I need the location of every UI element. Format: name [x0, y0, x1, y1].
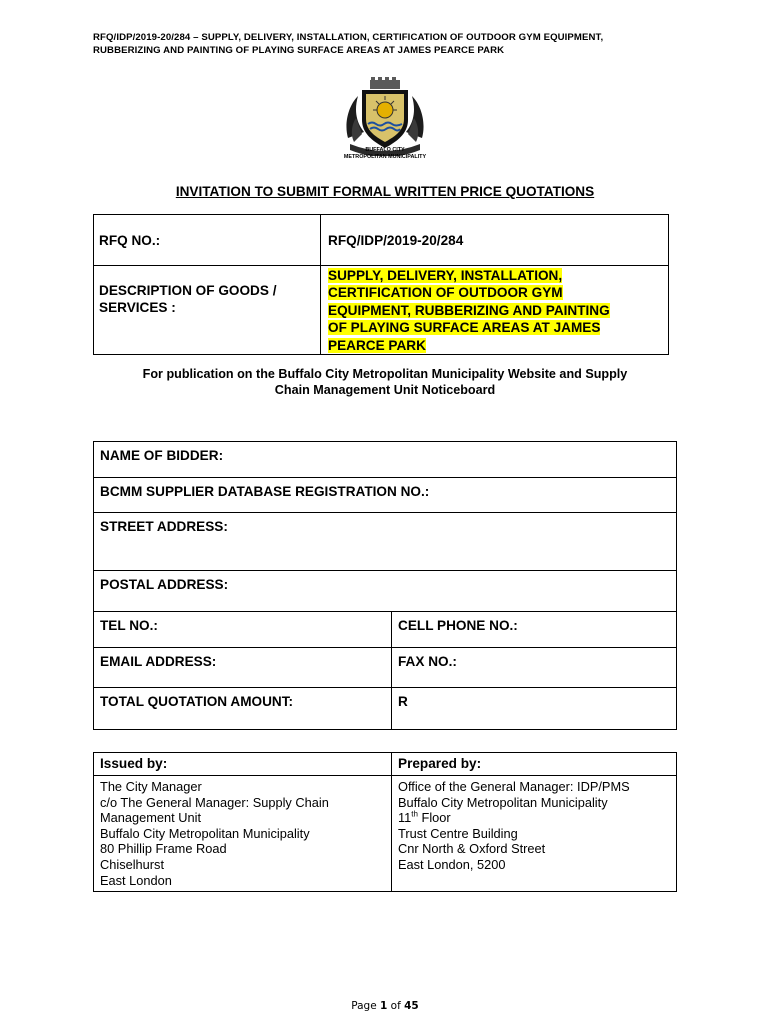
rfq-description-line-4: OF PLAYING SURFACE AREAS AT JAMES	[328, 320, 601, 336]
bidder-name-field[interactable]: NAME OF BIDDER:	[94, 442, 677, 478]
of-label: of	[387, 1000, 405, 1012]
prepared-floor-line	[398, 810, 676, 826]
logo-caption-line-2: METROPOLITAN MUNICIPALITY	[343, 154, 427, 160]
issued-address-line: The City Manager	[100, 779, 202, 794]
postal-address-field[interactable]: POSTAL ADDRESS:	[94, 571, 677, 612]
page-label: Page	[351, 1000, 381, 1012]
issued-address-line: c/o The General Manager: Supply Chain	[100, 794, 329, 810]
issued-address-line: Buffalo City Metropolitan Municipality	[100, 825, 310, 841]
registration-row	[94, 478, 677, 513]
current-page-number: 1	[380, 1000, 388, 1012]
rfq-description-line-3: EQUIPMENT, RUBBERIZING AND PAINTING	[328, 302, 610, 318]
total-quotation-amount-field[interactable]: R	[392, 688, 677, 730]
issued-by-address	[94, 776, 392, 892]
total-quotation-label: TOTAL QUOTATION AMOUNT:	[94, 688, 392, 730]
running-header-line-2: RUBBERIZING AND PAINTING OF PLAYING SURFACE AREAS AT JAMES PEARCE PARK	[93, 45, 505, 56]
publication-notice-line-1: For publication on the Buffalo City Metropolitan Municipality Website and Supply	[142, 367, 628, 381]
email-address-field[interactable]: EMAIL ADDRESS:	[94, 648, 392, 688]
phone-row	[94, 612, 677, 648]
municipal-coat-of-arms-icon	[340, 76, 430, 156]
floor-number: 11	[398, 810, 412, 826]
rfq-description-label-cell	[94, 266, 321, 355]
street-address-field[interactable]: STREET ADDRESS:	[94, 513, 677, 571]
rfq-description-line-1: SUPPLY, DELIVERY, INSTALLATION,	[328, 268, 563, 283]
prepared-address-line: East London, 5200	[398, 856, 506, 872]
registration-number-field[interactable]: BCMM SUPPLIER DATABASE REGISTRATION NO.:	[94, 478, 677, 513]
floor-text: Floor	[417, 810, 451, 826]
rfq-number-value-cell	[321, 215, 669, 266]
fax-number-field[interactable]: FAX NO.:	[392, 648, 677, 688]
bidder-name-row	[94, 442, 677, 478]
prepared-address-line: Buffalo City Metropolitan Municipality	[398, 794, 608, 810]
bidder-details-table	[93, 441, 677, 730]
email-fax-row	[94, 648, 677, 688]
issued-by-label: Issued by:	[94, 753, 392, 776]
rfq-number-value: RFQ/IDP/2019-20/284	[328, 233, 464, 248]
rfq-description-line-2: CERTIFICATION OF OUTDOOR GYM	[328, 285, 563, 301]
tel-number-field[interactable]: TEL NO.:	[94, 612, 392, 648]
street-address-row	[94, 513, 677, 571]
rfq-number-label-cell	[94, 215, 321, 266]
floor-ordinal-suffix: th	[411, 809, 418, 819]
issued-prepared-table	[93, 752, 677, 892]
postal-address-row	[94, 571, 677, 612]
publication-notice-line-2: Chain Management Unit Noticeboard	[274, 383, 496, 397]
rfq-description-label-line-2: SERVICES :	[99, 300, 176, 315]
rfq-number-row	[94, 215, 669, 266]
prepared-address-line: Trust Centre Building	[398, 825, 518, 841]
page-number-footer	[0, 1000, 770, 1012]
issued-address-line: East London	[100, 872, 172, 888]
prepared-address-line: Cnr North & Oxford Street	[398, 841, 546, 857]
rfq-description-line-5: PEARCE PARK	[328, 337, 426, 353]
total-quotation-row	[94, 688, 677, 730]
issued-address-line: 80 Phillip Frame Road	[100, 841, 227, 857]
prepared-by-label: Prepared by:	[392, 753, 677, 776]
issued-address-row	[94, 776, 677, 892]
issued-header-row	[94, 753, 677, 776]
rfq-description-label-line-1: DESCRIPTION OF GOODS /	[99, 283, 277, 298]
prepared-by-address	[392, 776, 677, 892]
issued-address-line: Management Unit	[100, 810, 202, 826]
cell-phone-field[interactable]: CELL PHONE NO.:	[392, 612, 677, 648]
total-pages-number: 45	[404, 1000, 419, 1012]
page-title: INVITATION TO SUBMIT FORMAL WRITTEN PRICE QUOTATIONS	[175, 184, 595, 199]
rfq-number-label: RFQ NO.:	[99, 233, 161, 248]
logo-caption-line-1: BUFFALO CITY	[365, 147, 405, 153]
publication-notice	[93, 366, 677, 398]
rfq-description-value-cell	[321, 266, 669, 355]
prepared-address-line: Office of the General Manager: IDP/PMS	[398, 779, 630, 794]
rfq-description-row	[94, 266, 669, 355]
issued-address-line: Chiselhurst	[100, 856, 165, 872]
rfq-details-table	[93, 214, 669, 355]
running-header-line-1: RFQ/IDP/2019-20/284 – SUPPLY, DELIVERY, INSTALLATION, CERTIFICATION OF OUTDOOR GYM EQUIPMENT,	[93, 32, 604, 43]
